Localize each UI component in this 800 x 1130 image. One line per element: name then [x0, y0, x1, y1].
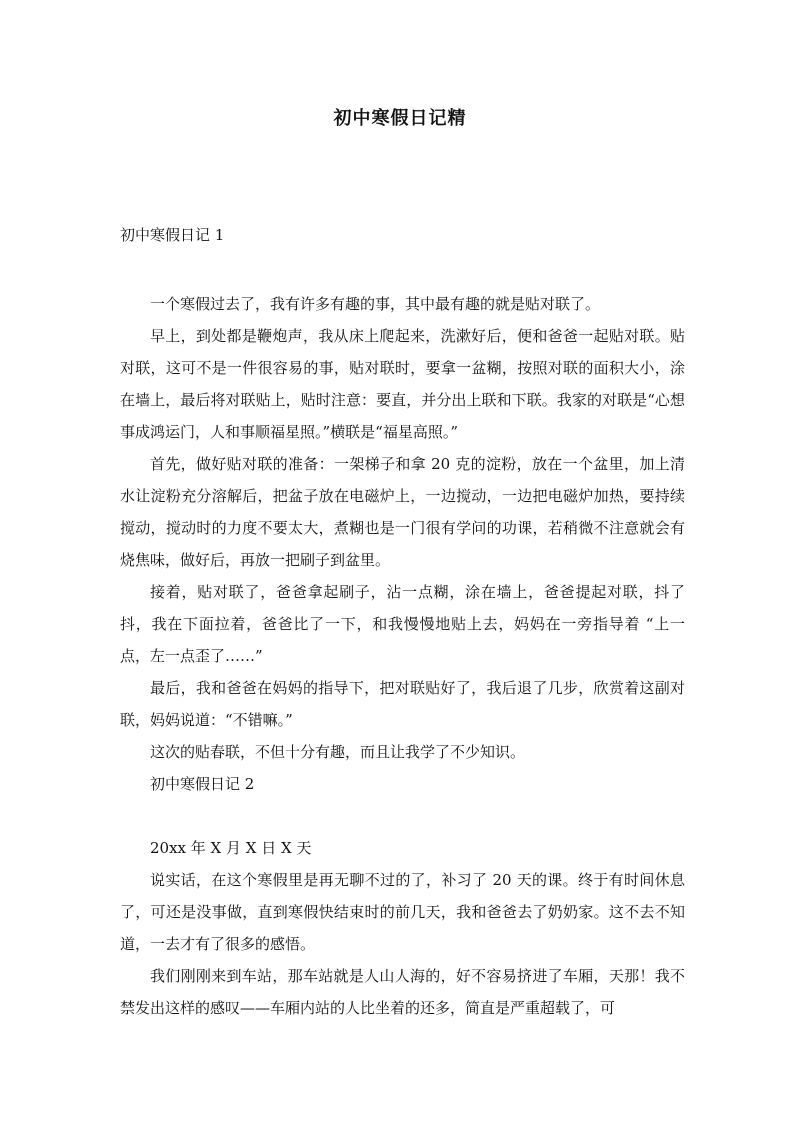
entry-2-heading: 初中寒假日记 2: [150, 775, 255, 793]
entry-1-paragraph-2: 早上，到处都是鞭炮声，我从床上爬起来，洗漱好后，便和爸爸一起贴对联。贴对联，这可不是一件很容易的事，贴对联时，要拿一盆糊，按照对联的面积大小，涂在墙上，最后将对联贴上，贴时注意：要直，并分出上联和下联。我家的对联是“心想事成鸿运门，人和事顺福星照。”横联是“福星高照。”: [120, 327, 685, 441]
entry-1-heading: 初中寒假日记 1: [120, 226, 225, 244]
document-title: 初中寒假日记精: [333, 108, 467, 129]
spacer: [120, 800, 685, 832]
document-body: [120, 219, 685, 1024]
entry-2-paragraph-1: 说实话，在这个寒假里是再无聊不过的了，补习了 20 天的课。终于有时间休息了，可还是没事做，直到寒假快结束时的前几天，我和爸爸去了奶奶家。这不去不知道，一去才有了很多的感悟。: [120, 871, 685, 953]
entry-2-paragraph-2: 我们刚刚来到车站，那车站就是人山人海的，好不容易挤进了车厢，天那！我不禁发出这样的感叹——车厢内站的人比坐着的还多，简直是严重超载了，可: [120, 967, 685, 1017]
entry-1-paragraph-3: 首先，做好贴对联的准备：一架梯子和拿 20 克的淀粉，放在一个盆里，加上清水让淀粉充分溶解后，把盆子放在电磁炉上，一边搅动，一边把电磁炉加热，要持续搅动，搅动时的力度不要太大，煮糊也是一门很有学问的功课，若稍微不注意就会有烧焦味，做好后，再放一把刷子到盆里。: [120, 455, 685, 569]
entry-1-paragraph-1: 一个寒假过去了，我有许多有趣的事，其中最有趣的就是贴对联了。: [150, 295, 601, 313]
entry-2-date-line: 20xx 年 X 月 X 日 X 天: [150, 839, 312, 857]
entry-1-paragraph-6: 这次的贴春联，不但十分有趣，而且让我学了不少知识。: [150, 743, 526, 761]
entry-1-paragraph-4: 接着，贴对联了，爸爸拿起刷子，沾一点糊，涂在墙上，爸爸提起对联，抖了抖，我在下面拉着，爸爸比了一下，和我慢慢地贴上去，妈妈在一旁指导着 “上一点，左一点歪了……”: [120, 583, 685, 665]
spacer: [120, 251, 685, 288]
entry-1-paragraph-5: 最后，我和爸爸在妈妈的指导下，把对联贴好了，我后退了几步，欣赏着这副对联，妈妈说道：“不错嘛。”: [120, 679, 685, 729]
